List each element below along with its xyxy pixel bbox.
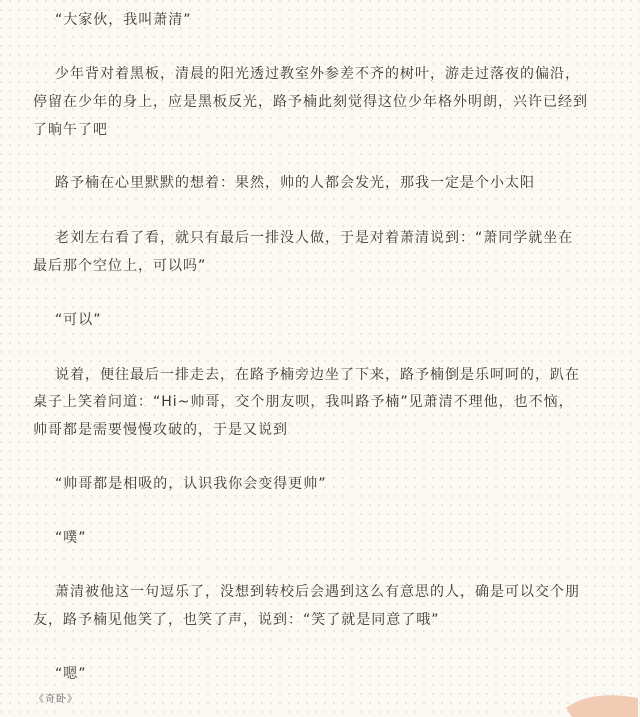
text-line-8: “可以” xyxy=(55,312,102,328)
text-line-7: 最后那个空位上，可以吗” xyxy=(33,258,207,274)
text-line-16: “嗯” xyxy=(55,666,87,682)
text-line-10: 桌子上笑着问道：“Hi~帅哥，交个朋友呗，我叫路予楠”见萧清不理他，也不恼， xyxy=(33,394,574,410)
text-line-13: “噗” xyxy=(55,530,87,546)
highlight-stroke-icon xyxy=(562,684,640,717)
text-line-15: 友，路予楠见他笑了，也笑了声，说到：“笑了就是同意了哦” xyxy=(33,612,440,628)
text-line-9: 说着，便往最后一排走去，在路予楠旁边坐了下来，路予楠倒是乐呵呵的，趴在 xyxy=(55,367,580,383)
text-line-14: 萧清被他这一句逗乐了，没想到转校后会遇到这么有意思的人，确是可以交个朋 xyxy=(55,584,580,600)
signature: 《奇卧》 xyxy=(34,694,78,705)
text-line-12: “帅哥都是相吸的，认识我你会变得更帅” xyxy=(55,476,327,492)
text-line-1: “大家伙，我叫萧清” xyxy=(55,12,192,28)
text-line-2: 少年背对着黑板，清晨的阳光透过教室外参差不齐的树叶，游走过落夜的偏沿， xyxy=(55,66,580,82)
text-line-3: 停留在少年的身上，应是黑板反光，路予楠此刻觉得这位少年格外明朗，兴许已经到 xyxy=(33,94,588,110)
text-line-5: 路予楠在心里默默的想着：果然，帅的人都会发光，那我一定是个小太阳 xyxy=(55,175,535,191)
text-line-4: 了晌午了吧 xyxy=(33,122,108,138)
text-line-11: 帅哥都是需要慢慢攻破的，于是又说到 xyxy=(33,422,288,438)
text-line-6: 老刘左右看了看，就只有最后一排没人做，于是对着萧清说到：“萧同学就坐在 xyxy=(55,230,574,246)
